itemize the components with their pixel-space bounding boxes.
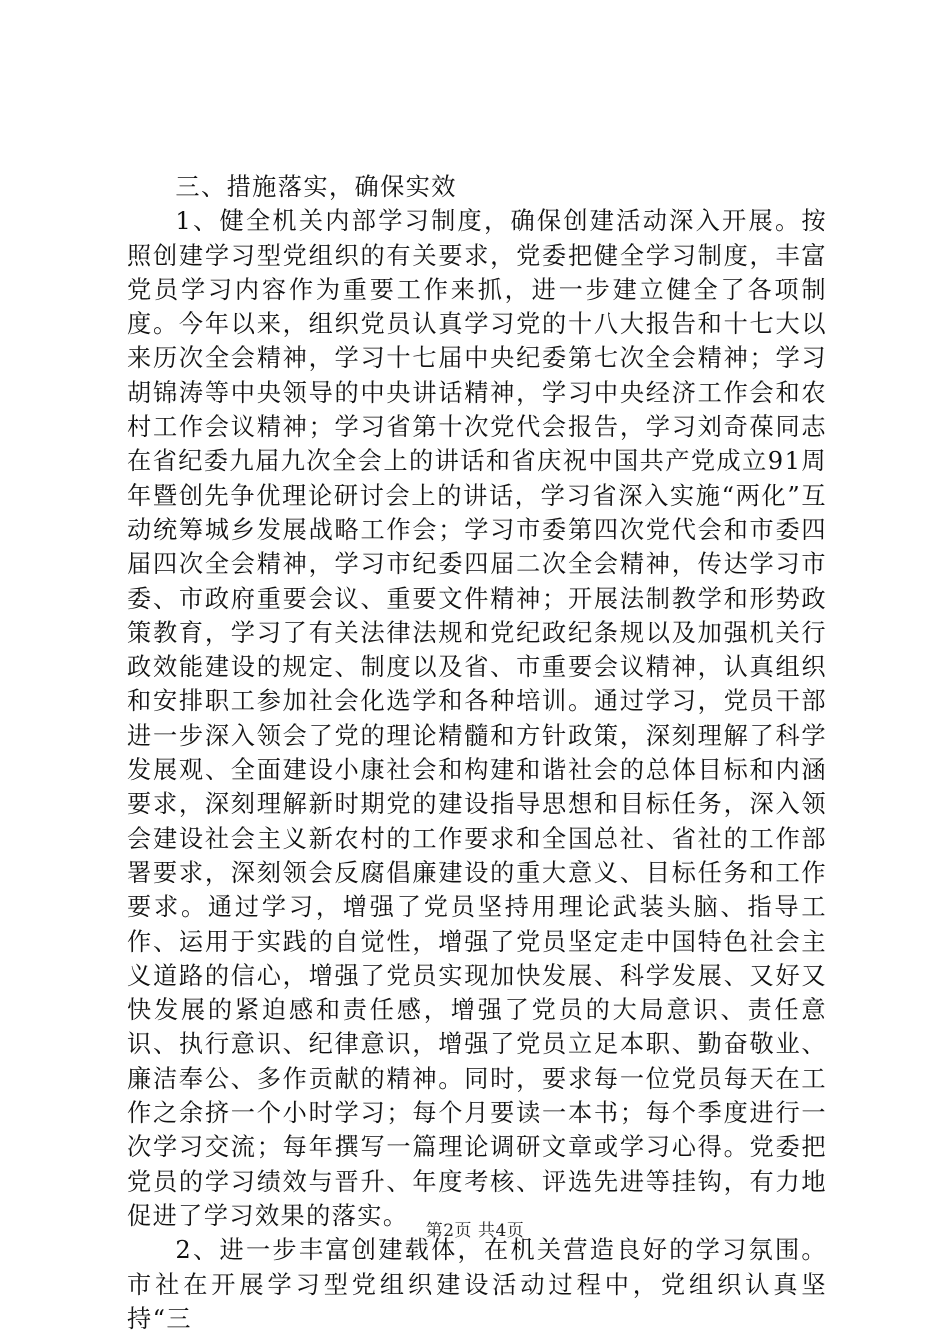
page-number: 第2页 共4页: [425, 1221, 525, 1241]
paragraph-2: 2、进一步丰富创建载体，在机关营造良好的学习氛围。市社在开展学习型党组织建设活动过程中，党组织认真坚持“三: [127, 1236, 827, 1333]
page-footer: [0, 1216, 950, 1241]
document-body: [127, 170, 827, 1336]
section-heading: 三、措施落实，确保实效: [175, 173, 457, 201]
paragraph-1: 1、健全机关内部学习制度，确保创建活动深入开展。按照创建学习型党组织的有关要求，党委把健全学习制度，丰富党员学习内容作为重要工作来抓，进一步建立健全了各项制度。今年以来，组织党员认真学习党的十八大报告和十七大以来历次全会精神，学习十七届中央纪委第七次全会精神；学习胡锦涛等中央领导的中央讲话精神，学习中央经济工作会和农村工作会议精神；学习省第十次党代会报告，学习刘奇葆同志在省纪委九届九次全会上的讲话和省庆祝中国共产党成立91周年暨创先争优理论研讨会上的讲话，学习省深入实施“两化”互动统筹城乡发展战略工作会；学习市委第四次党代会和市委四届四次全会精神，学习市纪委四届二次全会精神，传达学习市委、市政府重要会议、重要文件精神；开展法制教学和形势政策教育，学习了有关法律法规和党纪政纪条规以及加强机关行政效能建设的规定、制度以及省、市重要会议精神，认真组织和安排职工参加社会化选学和各种培训。通过学习，党员干部进一步深入领会了党的理论精髓和方针政策，深刻理解了科学发展观、全面建设小康社会和构建和谐社会的总体目标和内涵要求，深刻理解新时期党的建设指导思想和目标任务，深入领会建设社会主义新农村的工作要求和全国总社、省社的工作部署要求，深刻领会反腐倡廉建设的重大意义、目标任务和工作要求。通过学习，增强了党员坚持用理论武装头脑、指导工作、运用于实践的自觉性，增强了党员坚定走中国特色社会主义道路的信心，增强了党员实现加快发展、科学发展、又好又快发展的紧迫感和责任感，增强了党员的大局意识、责任意识、执行意识、纪律意识，增强了党员立足本职、勤奋敬业、廉洁奉公、多作贡献的精神。同时，要求每一位党员每天在工作之余挤一个小时学习；每个月要读一本书；每个季度进行一次学习交流；每年撰写一篇理论调研文章或学习心得。党委把党员的学习绩效与晋升、年度考核、评选先进等挂钩，有力地促进了学习效果的落实。: [127, 207, 827, 1230]
